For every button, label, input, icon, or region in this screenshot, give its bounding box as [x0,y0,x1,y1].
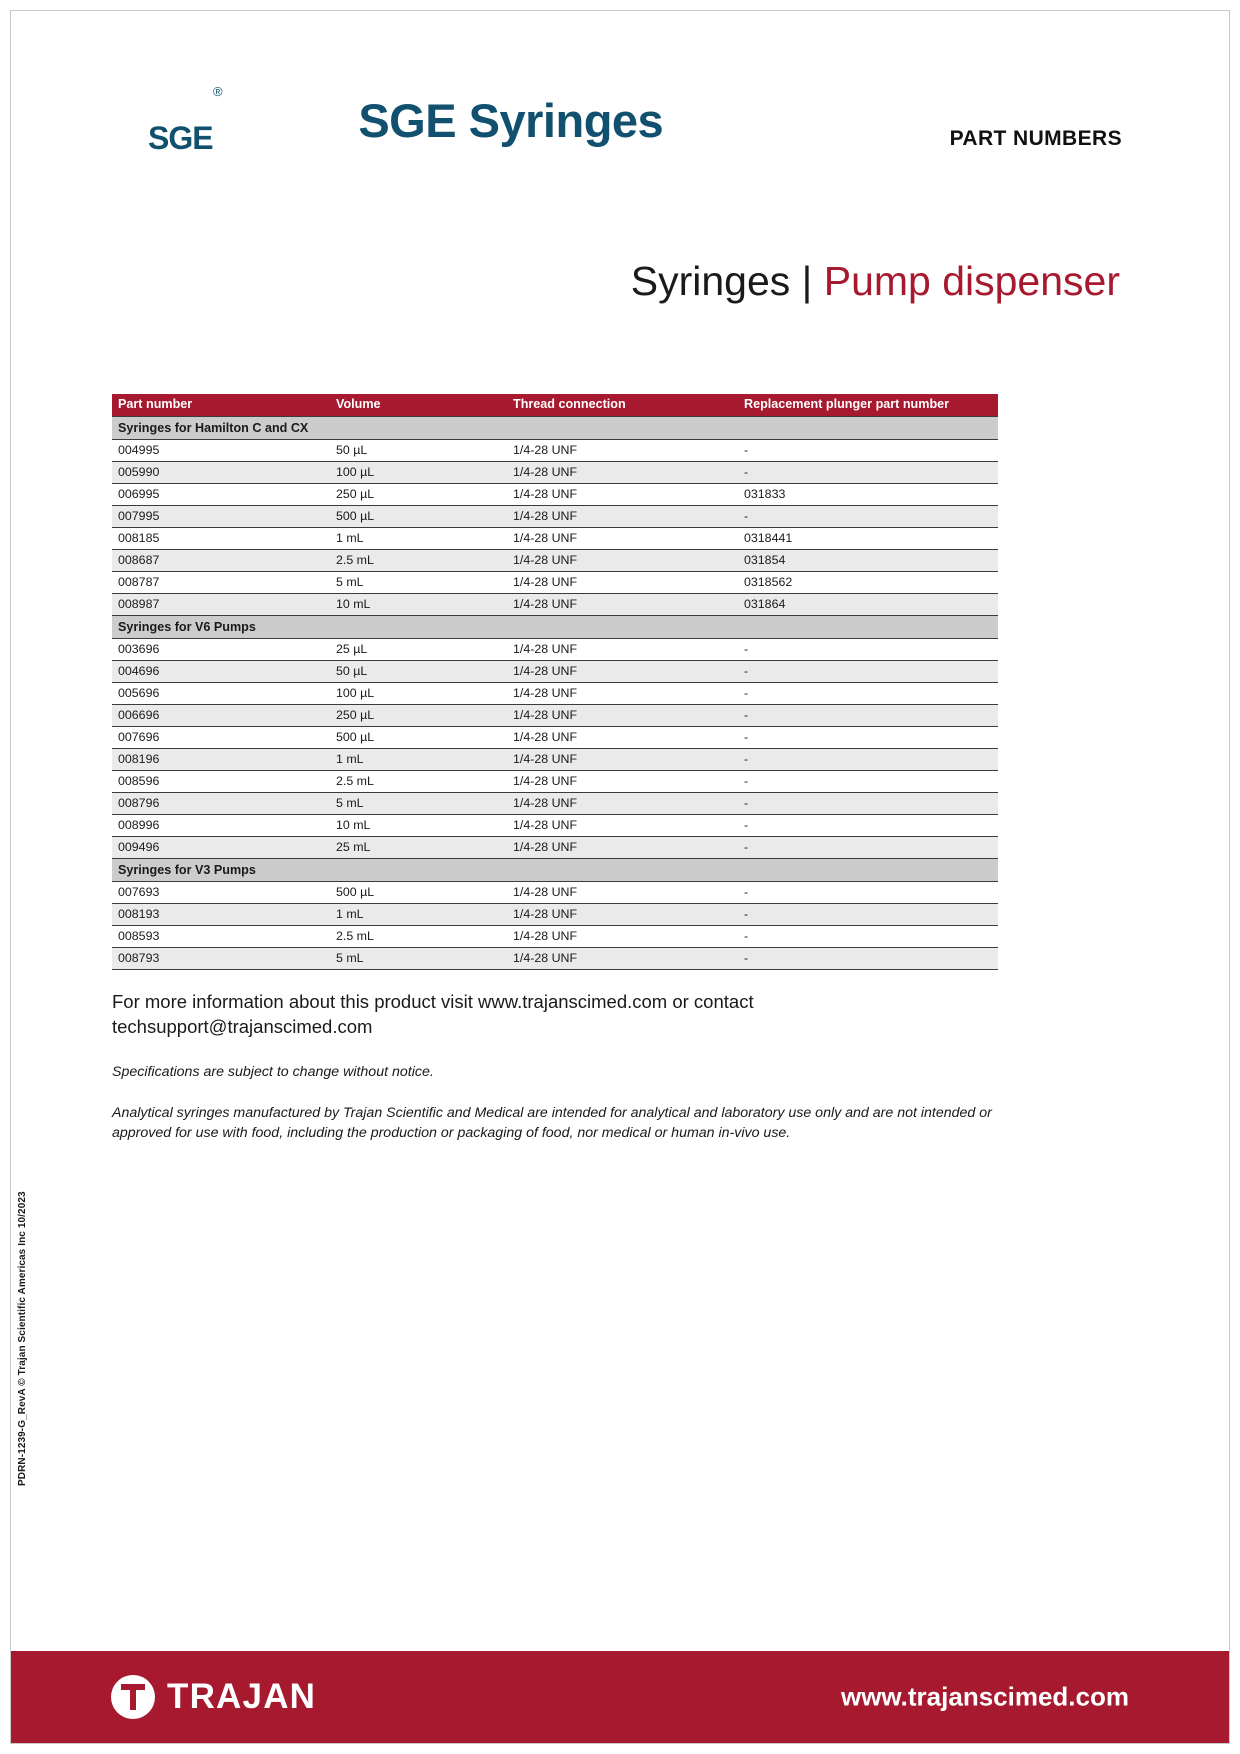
cell-volume: 1 mL [330,528,507,550]
cell-volume: 5 mL [330,793,507,815]
specifications-note: Specifications are subject to change without notice. [112,1064,434,1080]
table-section-label: Syringes for V3 Pumps [112,859,998,882]
cell-volume: 100 µL [330,683,507,705]
registered-trademark-icon: ® [213,84,223,99]
cell-thread-connection: 1/4-28 UNF [507,683,738,705]
table-row [112,749,998,771]
cell-part-number: 008596 [112,771,330,793]
sge-syringes-logo [118,65,664,185]
cell-plunger-part-number: - [738,815,998,837]
cell-thread-connection: 1/4-28 UNF [507,440,738,462]
cell-plunger-part-number: - [738,749,998,771]
part-numbers-table [112,394,998,970]
table-body [112,417,998,970]
cell-thread-connection: 1/4-28 UNF [507,904,738,926]
usage-disclaimer: Analytical syringes manufactured by Trajan Scientific and Medical are intended for analytical and laboratory use only and are not intended or approved for use with food, including the production or packaging of food, nor medical or human in-vivo use. [112,1105,992,1141]
cell-part-number: 008185 [112,528,330,550]
table-header-row [112,394,998,417]
cell-plunger-part-number: - [738,462,998,484]
sge-initials: SGE [148,120,213,156]
cell-plunger-part-number: - [738,661,998,683]
logo-wordmark-text: SGE Syringes [358,94,664,147]
document-revision-code: PDRN-1239-G_RevA © Trajan Scientific Americas Inc 10/2023 [17,1191,28,1486]
logo-wordmark [248,93,663,148]
table-row [112,815,998,837]
cell-volume: 5 mL [330,948,507,970]
cell-thread-connection: 1/4-28 UNF [507,462,738,484]
table-row [112,837,998,859]
column-header-thread: Thread connection [507,394,738,417]
column-header-volume: Volume [330,394,507,417]
part-numbers-table-wrapper [112,394,998,970]
cell-part-number: 006696 [112,705,330,727]
cell-plunger-part-number: - [738,705,998,727]
cell-thread-connection: 1/4-28 UNF [507,528,738,550]
table-row [112,793,998,815]
table-row [112,462,998,484]
cell-volume: 250 µL [330,705,507,727]
cell-plunger-part-number: - [738,639,998,661]
cell-volume: 500 µL [330,727,507,749]
cell-thread-connection: 1/4-28 UNF [507,661,738,683]
cell-part-number: 004995 [112,440,330,462]
trajan-mark-icon [111,1675,155,1719]
cell-volume: 500 µL [330,506,507,528]
trajan-logo [111,1675,316,1719]
table-row [112,683,998,705]
document-kind-label: PART NUMBERS [949,127,1122,150]
table-row [112,904,998,926]
cell-part-number: 008193 [112,904,330,926]
table-row [112,705,998,727]
table-row [112,594,998,616]
cell-thread-connection: 1/4-28 UNF [507,948,738,970]
cell-thread-connection: 1/4-28 UNF [507,815,738,837]
table-section-row [112,859,998,882]
cell-thread-connection: 1/4-28 UNF [507,506,738,528]
cell-plunger-part-number: - [738,926,998,948]
cell-thread-connection: 1/4-28 UNF [507,705,738,727]
cell-part-number: 008687 [112,550,330,572]
cell-volume: 50 µL [330,440,507,462]
cell-plunger-part-number: 0318562 [738,572,998,594]
information-block [112,990,1002,1143]
cell-part-number: 004696 [112,661,330,683]
cell-part-number: 007995 [112,506,330,528]
cell-volume: 1 mL [330,904,507,926]
document-header [0,55,1240,200]
sge-circle-logo-icon [118,70,233,185]
cell-plunger-part-number: 0318441 [738,528,998,550]
table-row [112,550,998,572]
cell-part-number: 008793 [112,948,330,970]
cell-thread-connection: 1/4-28 UNF [507,926,738,948]
cell-volume: 10 mL [330,594,507,616]
cell-part-number: 008987 [112,594,330,616]
cell-plunger-part-number: - [738,727,998,749]
cell-plunger-part-number: - [738,837,998,859]
table-row [112,926,998,948]
column-header-part-number: Part number [112,394,330,417]
table-row [112,528,998,550]
cell-thread-connection: 1/4-28 UNF [507,550,738,572]
trajan-wordmark: TRAJAN [167,1677,317,1716]
cell-part-number: 008593 [112,926,330,948]
cell-plunger-part-number: 031854 [738,550,998,572]
cell-volume: 2.5 mL [330,771,507,793]
table-row [112,506,998,528]
cell-part-number: 005696 [112,683,330,705]
cell-plunger-part-number: - [738,793,998,815]
cell-plunger-part-number: - [738,771,998,793]
cell-volume: 25 mL [330,837,507,859]
cell-plunger-part-number: - [738,882,998,904]
cell-plunger-part-number: 031833 [738,484,998,506]
cell-volume: 10 mL [330,815,507,837]
cell-volume: 25 µL [330,639,507,661]
table-row [112,771,998,793]
cell-plunger-part-number: - [738,683,998,705]
cell-part-number: 008796 [112,793,330,815]
cell-thread-connection: 1/4-28 UNF [507,594,738,616]
table-row [112,727,998,749]
cell-plunger-part-number: - [738,904,998,926]
cell-volume: 500 µL [330,882,507,904]
cell-part-number: 008787 [112,572,330,594]
table-section-row [112,417,998,440]
cell-thread-connection: 1/4-28 UNF [507,639,738,661]
cell-thread-connection: 1/4-28 UNF [507,771,738,793]
cell-thread-connection: 1/4-28 UNF [507,727,738,749]
table-row [112,639,998,661]
page-title-separator: | [801,258,813,304]
footer-bar [11,1651,1229,1743]
cell-part-number: 008196 [112,749,330,771]
cell-volume: 1 mL [330,749,507,771]
cell-volume: 100 µL [330,462,507,484]
table-section-row [112,616,998,639]
cell-part-number: 008996 [112,815,330,837]
cell-plunger-part-number: - [738,948,998,970]
cell-thread-connection: 1/4-28 UNF [507,572,738,594]
cell-part-number: 007696 [112,727,330,749]
cell-thread-connection: 1/4-28 UNF [507,837,738,859]
page-title-main: Syringes [630,258,791,304]
table-header [112,394,998,417]
cell-volume: 2.5 mL [330,550,507,572]
cell-volume: 2.5 mL [330,926,507,948]
cell-volume: 5 mL [330,572,507,594]
cell-volume: 250 µL [330,484,507,506]
cell-thread-connection: 1/4-28 UNF [507,749,738,771]
cell-thread-connection: 1/4-28 UNF [507,793,738,815]
table-row [112,882,998,904]
page-title [0,258,1240,305]
table-row [112,484,998,506]
table-row [112,572,998,594]
cell-part-number: 009496 [112,837,330,859]
table-section-label: Syringes for Hamilton C and CX [112,417,998,440]
column-header-plunger: Replacement plunger part number [738,394,998,417]
cell-part-number: 005990 [112,462,330,484]
table-row [112,440,998,462]
page-title-sub: Pump dispenser [823,258,1120,304]
cell-part-number: 006995 [112,484,330,506]
footer-website-link[interactable]: www.trajanscimed.com [840,1681,1129,1712]
table-row [112,948,998,970]
cell-plunger-part-number: - [738,440,998,462]
cell-volume: 50 µL [330,661,507,683]
contact-information: For more information about this product visit www.trajanscimed.com or contact techsupport@trajanscimed.com [112,991,754,1037]
cell-thread-connection: 1/4-28 UNF [507,882,738,904]
table-row [112,661,998,683]
table-section-label: Syringes for V6 Pumps [112,616,998,639]
cell-part-number: 007693 [112,882,330,904]
cell-thread-connection: 1/4-28 UNF [507,484,738,506]
cell-part-number: 003696 [112,639,330,661]
cell-plunger-part-number: 031864 [738,594,998,616]
cell-plunger-part-number: - [738,506,998,528]
